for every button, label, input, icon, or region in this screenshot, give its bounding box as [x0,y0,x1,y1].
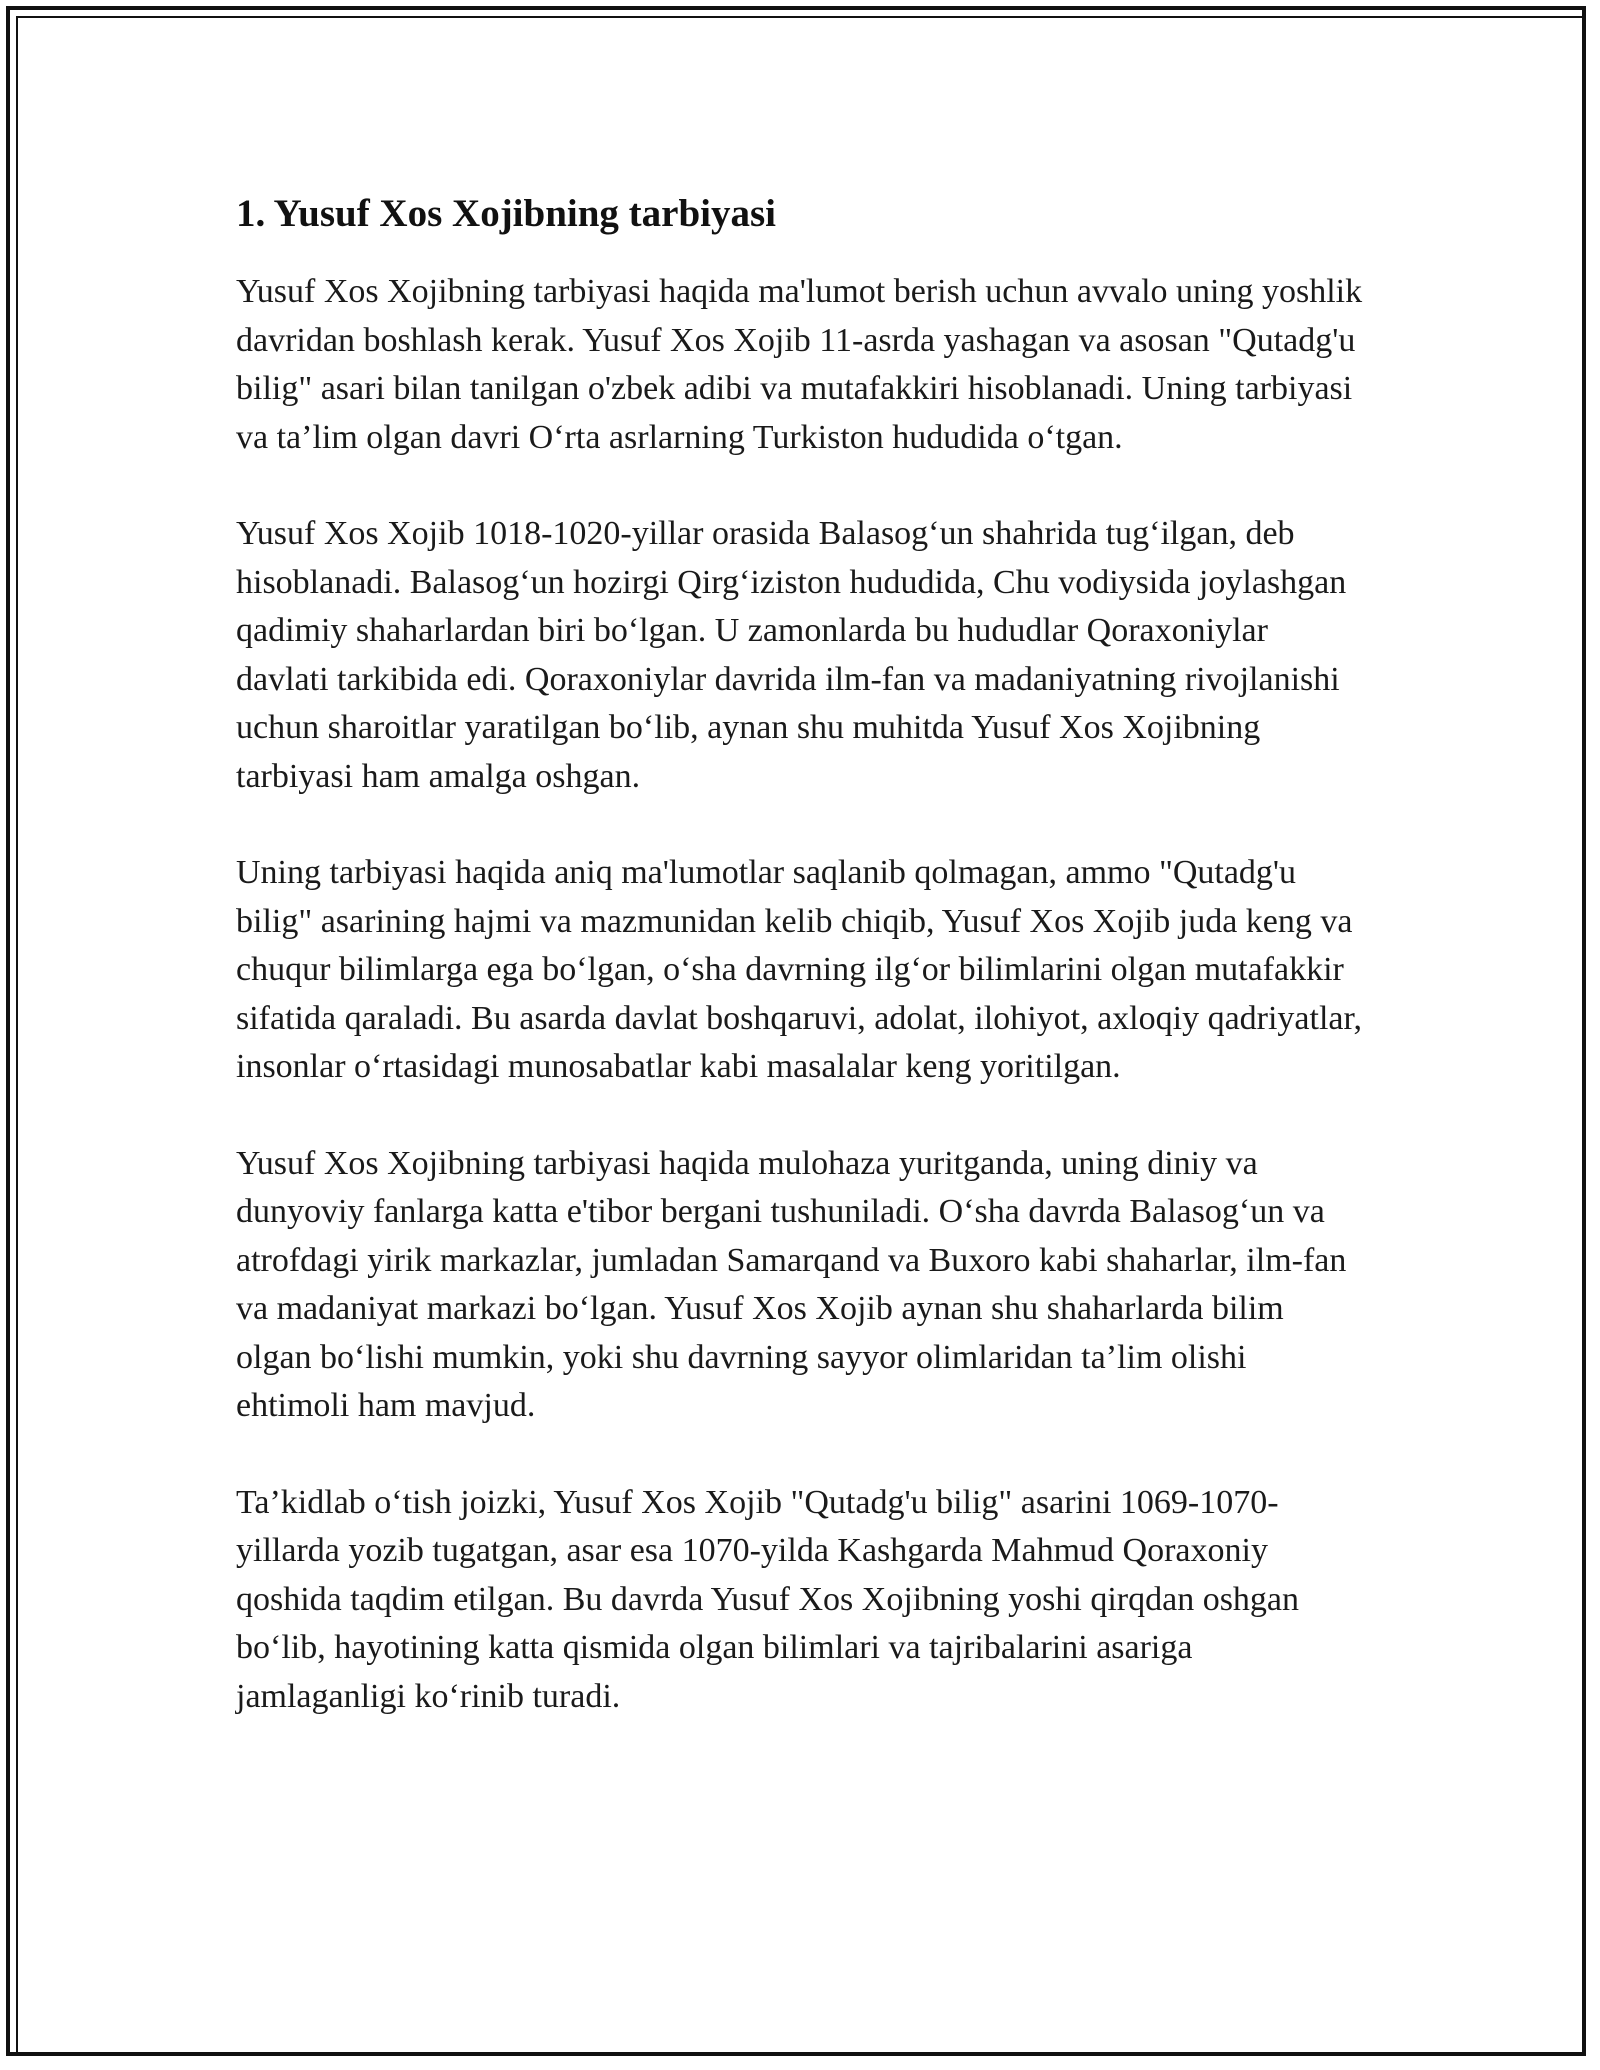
paragraph-2: Yusuf Xos Xojib 1018-1020-yillar orasida Balasog‘un shahrida tug‘ilgan, deb hisoblanadi. Balasog‘un hozirgi Qirg‘iziston hududida, Chu vodiysida joylashgan qadimiy shaharlardan biri bo‘lgan. U zamonlarda bu hududlar Qoraxoniylar davlati tarkibida edi. Qoraxoniylar davrida ilm-fan va madaniyatning rivojlanishi uchun sharoitlar yaratilgan bo‘lib, aynan shu muhitda Yusuf Xos Xojibning tarbiyasi ham amalga oshgan. [236,515,1347,795]
paragraph-4: Yusuf Xos Xojibning tarbiyasi haqida mulohaza yuritganda, uning diniy va dunyoviy fanlarga katta e'tibor bergani tushuniladi. O‘sha davrda Balasog‘un va atrofdagi yirik markazlar, jumladan Samarqand va Buxoro kabi shaharlar, ilm-fan va madaniyat markazi bo‘lgan. Yusuf Xos Xojib aynan shu shaharlarda bilim olgan bo‘lishi mumkin, yoki shu davrning sayyor olimlaridan ta’lim olishi ehtimoli ham mavjud. [236,1144,1347,1424]
paragraph-3: Uning tarbiyasi haqida aniq ma'lumotlar saqlanib qolmagan, ammo "Qutadg'u bilig" asarining hajmi va mazmunidan kelib chiqib, Yusuf Xos Xojib juda keng va chuqur bilimlarga ega bo‘lgan, o‘sha davrning ilg‘or bilimlarini olgan mutafakkir sifatida qaraladi. Bu asarda davlat boshqaruvi, adolat, ilohiyot, axloqiy qadriyatlar, insonlar o‘rtasidagi munosabatlar kabi masalalar keng yoritilgan. [236,854,1362,1085]
paragraph-1: Yusuf Xos Xojibning tarbiyasi haqida ma'lumot berish uchun avvalo uning yoshlik davridan boshlash kerak. Yusuf Xos Xojib 11-asrda yashagan va asosan "Qutadg'u bilig" asari bilan tanilgan o'zbek adibi va mutafakkiri hisoblanadi. Uning tarbiyasi va ta’lim olgan davri O‘rta asrlarning Turkiston hududida o‘tgan. [236,273,1363,456]
section-heading: 1. Yusuf Xos Xojibning tarbiyasi [236,192,777,235]
paragraph-5: Ta’kidlab o‘tish joizki, Yusuf Xos Xojib "Qutadg'u bilig" asarini 1069-1070-yillarda yozib tugatgan, asar esa 1070-yilda Kashgarda Mahmud Qoraxoniy qoshida taqdim etilgan. Bu davrda Yusuf Xos Xojibning yoshi qirqdan oshgan bo‘lib, hayotining katta qismida olgan bilimlari va tajribalarini asariga jamlaganligi ko‘rinib turadi. [236,1483,1300,1715]
document-body [236,186,1366,1769]
